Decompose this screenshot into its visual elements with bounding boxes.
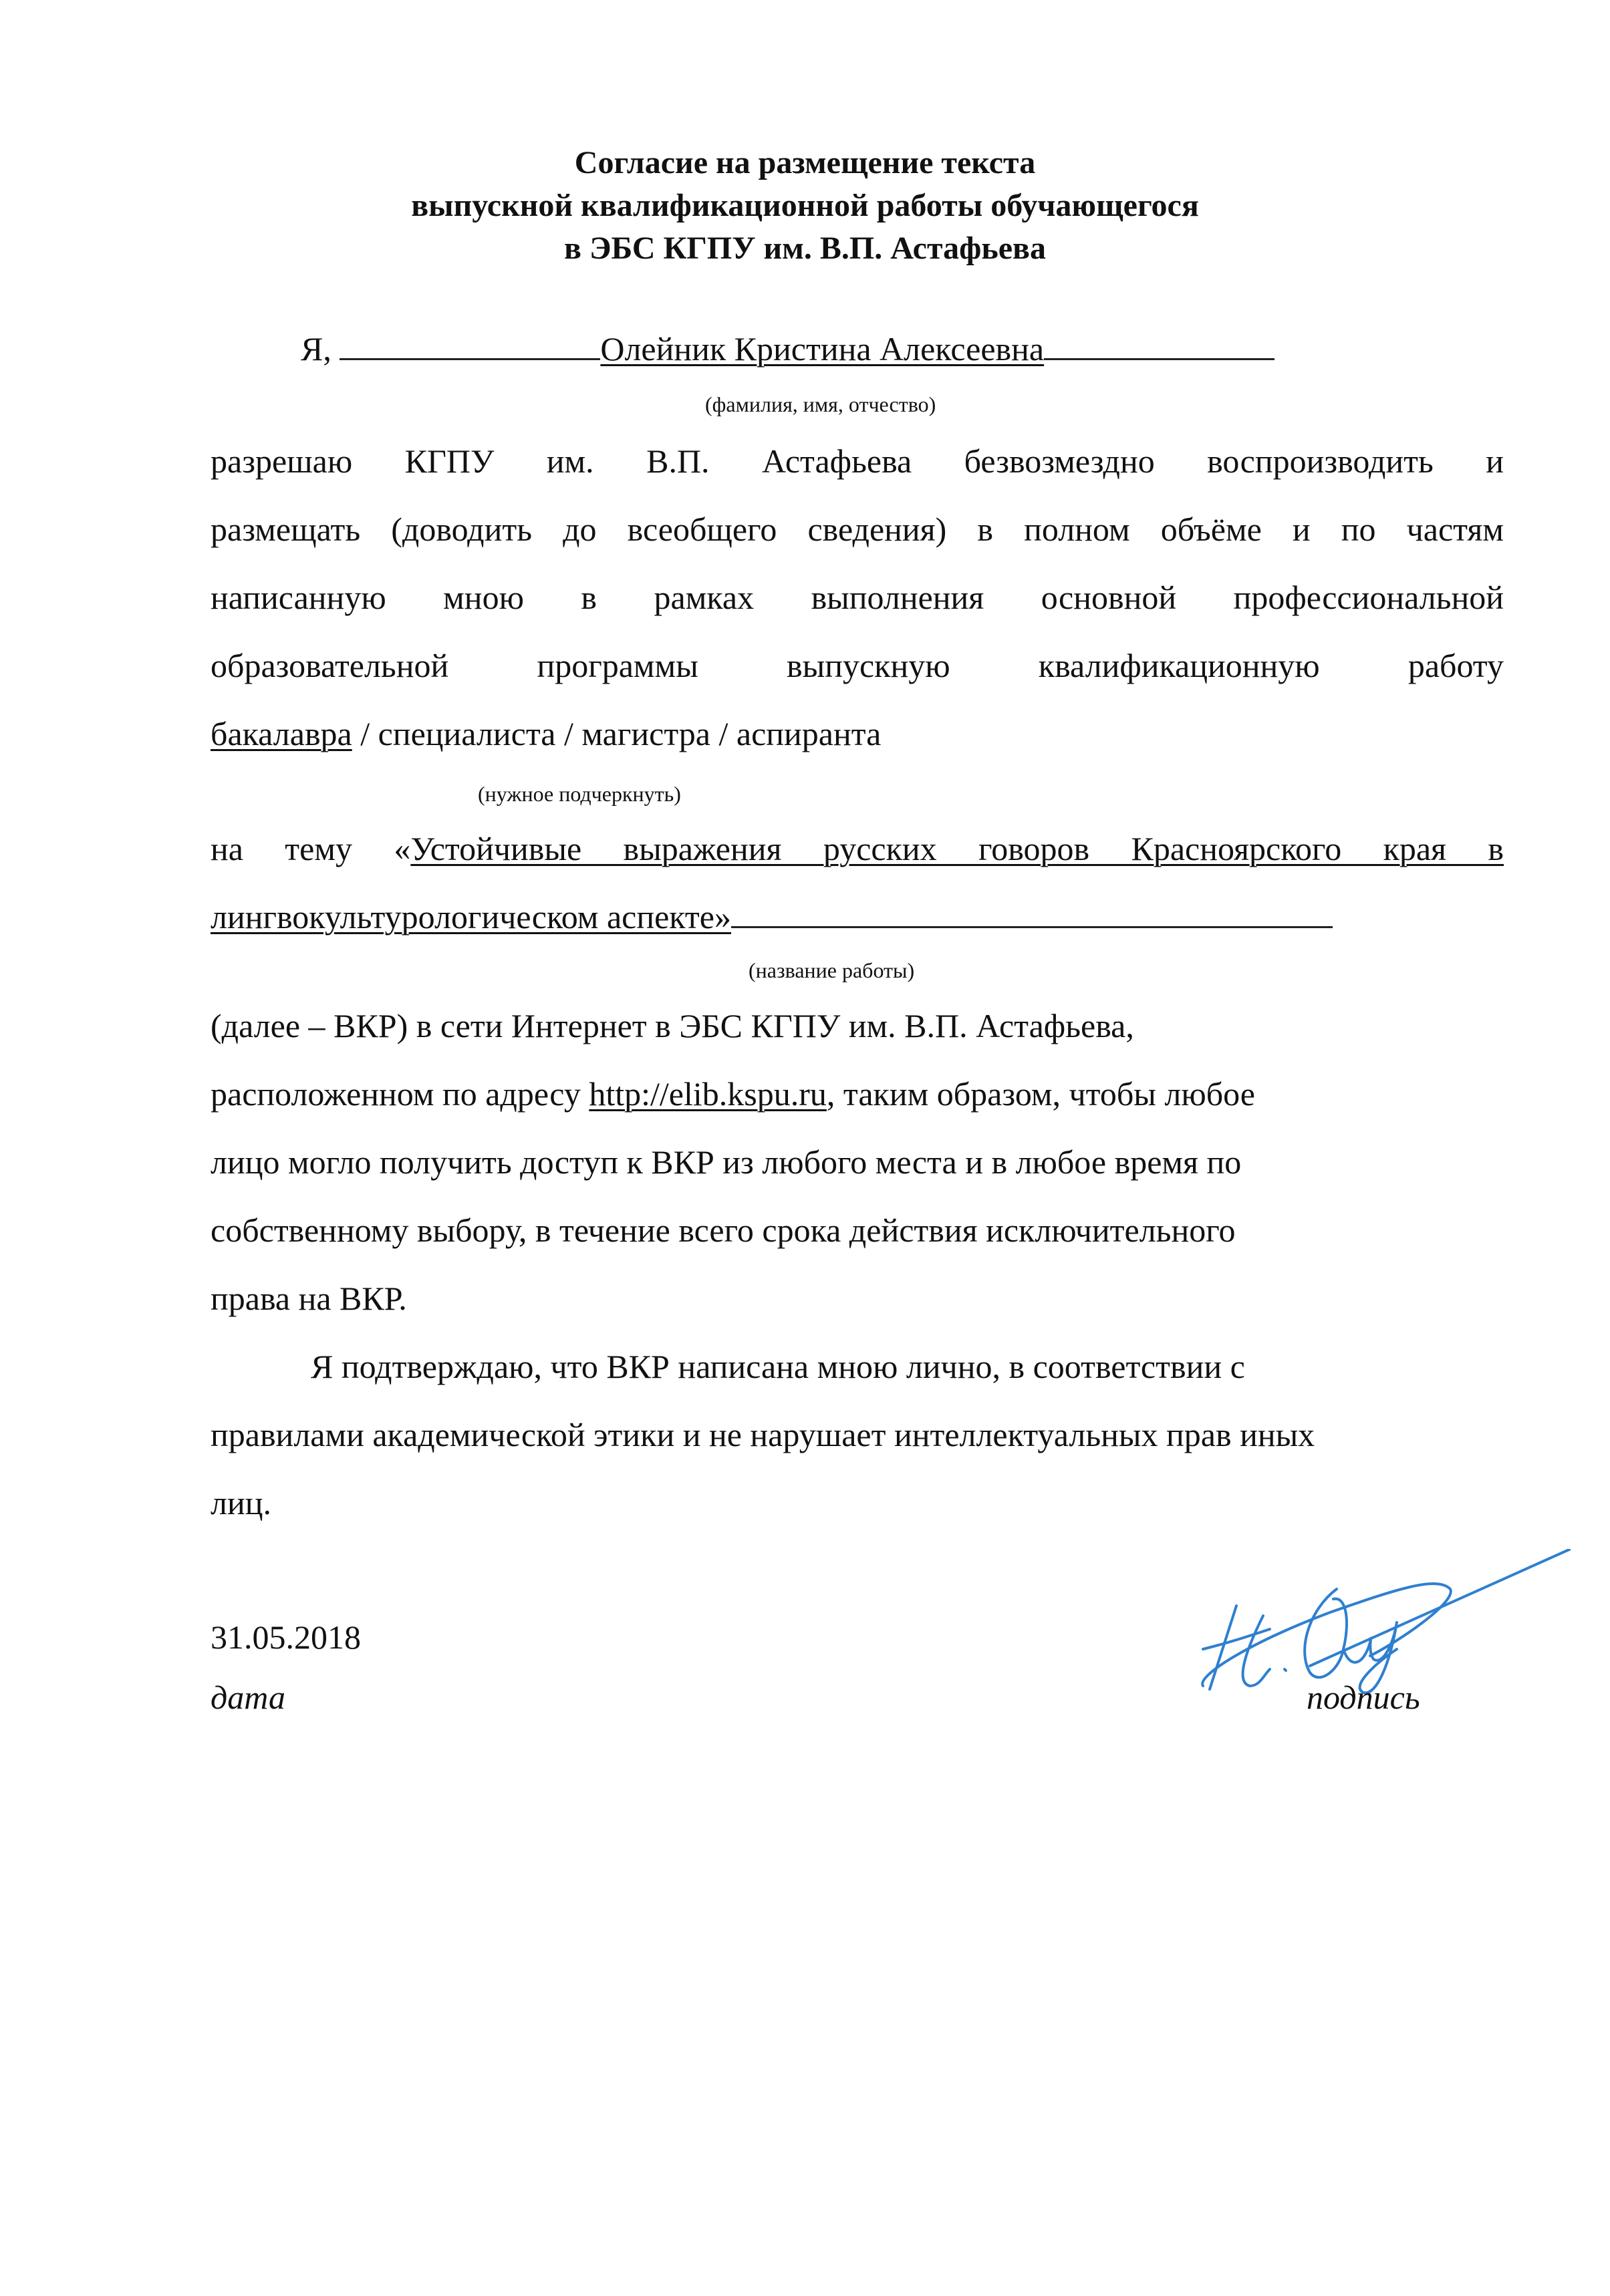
full-name-field: Олейник Кристина Алексеевна	[600, 330, 1045, 368]
name-line	[301, 329, 1370, 369]
title-line-3: в ЭБС КГПУ им. В.П. Астафьева	[564, 231, 1046, 266]
degree-options	[211, 714, 1504, 754]
topic-line-2	[211, 897, 1504, 937]
paragraph2-line-5: права на ВКР.	[211, 1280, 407, 1317]
name-prefix: Я,	[301, 330, 331, 368]
document-title	[0, 142, 1610, 270]
degree-caption: (нужное подчеркнуть)	[478, 782, 681, 806]
title-line-2: выпускной квалификационной работы обучающегося	[411, 188, 1199, 223]
topic-title-part-2: лингвокультурологическом аспекте»	[211, 898, 731, 936]
paragraph2-line-1: (далее – ВКР) в сети Интернет в ЭБС КГПУ им. В.П. Астафьева,	[211, 1007, 1134, 1044]
signature-label: подпись	[1307, 1679, 1420, 1716]
date-label: дата	[211, 1679, 286, 1716]
degree-other-options: / специалиста / магистра / аспиранта	[352, 715, 882, 752]
paragraph1-line-3: написанную мною в рамках выполнения основной профессиональной	[211, 579, 1504, 616]
paragraph2-line-2	[211, 1074, 1504, 1114]
library-url-link[interactable]: http://elib.kspu.ru	[589, 1075, 827, 1113]
topic-line-1	[211, 829, 1504, 869]
topic-caption: (название работы)	[749, 958, 915, 982]
topic-prefix: на тему «	[211, 830, 411, 867]
title-line-1: Согласие на размещение текста	[574, 145, 1036, 180]
paragraph1-line-2: размещать (доводить до всеобщего сведения) в полном объёме и по частям	[211, 511, 1504, 548]
paragraph1-line-1: разрешаю КГПУ им. В.П. Астафьева безвозмездно воспроизводить и	[211, 442, 1504, 480]
address-prefix: расположенном по адресу	[211, 1075, 589, 1113]
paragraph2-line-3: лицо могло получить доступ к ВКР из любого места и в любое время по	[211, 1143, 1242, 1181]
name-blank-left	[340, 357, 600, 360]
paragraph3-line-1: Я подтверждаю, что ВКР написана мною лично, в соответствии с	[311, 1348, 1245, 1385]
topic-title-part-1: Устойчивые выражения русских говоров Красноярского края в	[410, 830, 1504, 867]
paragraph2-line-4: собственному выбору, в течение всего срока действия исключительного	[211, 1211, 1236, 1249]
paragraph3-line-2: правилами академической этики и не нарушает интеллектуальных прав иных	[211, 1416, 1315, 1453]
topic-blank	[731, 925, 1333, 928]
name-blank-right	[1044, 357, 1274, 360]
paragraph1-line-4: образовательной программы выпускную квалификационную работу	[211, 647, 1504, 684]
paragraph3-line-3: лиц.	[211, 1484, 271, 1522]
address-suffix: , таким образом, чтобы любое	[826, 1075, 1255, 1113]
degree-selected: бакалавра	[211, 715, 352, 752]
date-value: 31.05.2018	[211, 1618, 361, 1656]
name-caption: (фамилия, имя, отчество)	[705, 392, 936, 416]
